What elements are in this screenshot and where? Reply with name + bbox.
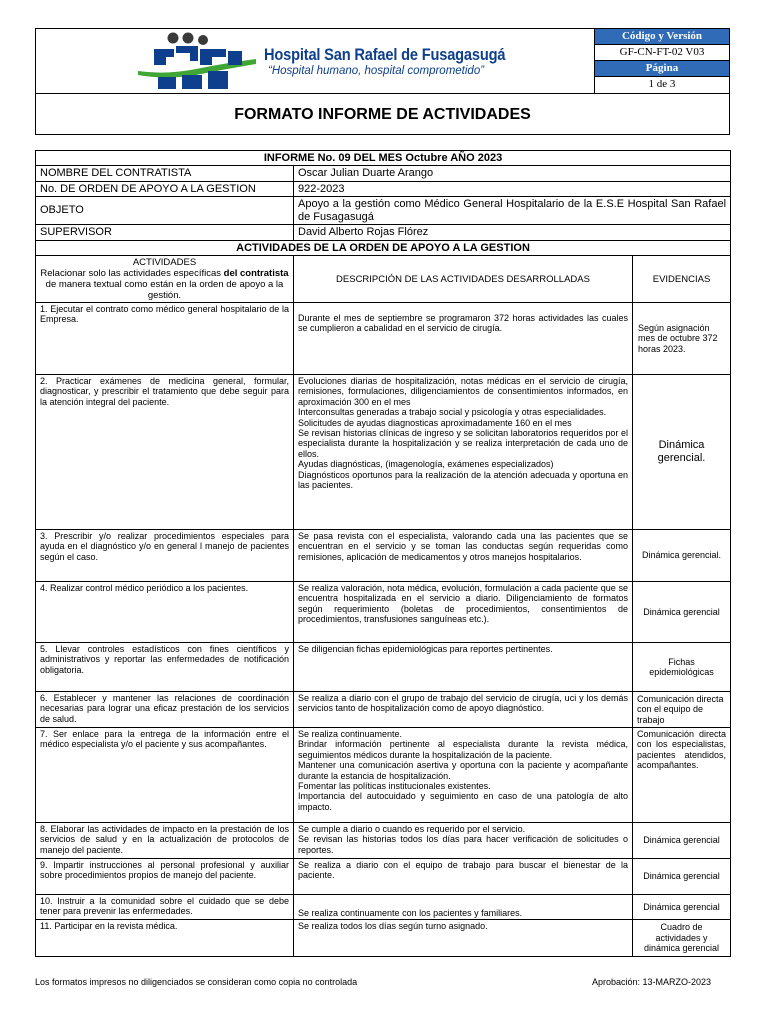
activity-cell: 9. Impartir instrucciones al personal profesional y auxiliar sobre procedimientos propios de manejo del paciente.	[36, 859, 294, 895]
evidence-cell: Dinámica gerencial	[633, 895, 731, 920]
table-row	[36, 643, 731, 692]
activities-column-subtitle: Relacionar solo las actividades específicas del contratista de manera textual como están en la orden de apoyo a la gestión.	[40, 268, 289, 301]
activity-cell: 7. Ser enlace para la entrega de la información entre el médico especialista y/o el paciente y sus acompañantes.	[36, 728, 294, 823]
description-cell: Durante el mes de septiembre se programaron 372 horas actividades las cuales se cumplieron a cabalidad en el servicio de cirugía.	[294, 303, 633, 375]
table-row	[36, 582, 731, 643]
description-cell: Se realiza valoración, nota médica, evolución, formulación a cada paciente que se encuentra hospitalizada en el servicio a diario. Diligenciamiento de formatos según requerimiento (boletas de procedimientos, consentimientos de procedimientos, transfusiones sanguíneas etc.).	[294, 582, 633, 643]
description-cell: Se diligencian fichas epidemiológicas para reportes pertinentes.	[294, 643, 633, 692]
table-row	[36, 375, 731, 530]
section-title-row	[36, 240, 731, 256]
section-title: ACTIVIDADES DE LA ORDEN DE APOYO A LA GESTION	[36, 240, 731, 256]
activity-cell: 3. Prescribir y/o realizar procedimientos especiales para ayuda en el diagnóstico y/o en general l manejo de pacientes según el caso.	[36, 530, 294, 582]
activity-cell: 11. Participar en la revista médica.	[36, 920, 294, 957]
description-line: Importancia del autocuidado y seguimiento en caso de una patología de alto impacto.	[298, 791, 628, 812]
activities-report-table	[35, 150, 731, 957]
description-line: Se cumple a diario o cuando es requerido por el servicio.	[298, 824, 526, 834]
table-row	[36, 692, 731, 728]
description-cell: Se realiza a diario con el equipo de trabajo para buscar el bienestar de la paciente.	[294, 859, 633, 895]
order-label: No. DE ORDEN DE APOYO A LA GESTION	[36, 181, 294, 197]
evidence-cell: Fichas epidemiológicas	[633, 643, 731, 692]
description-cell: Se realiza continuamente con los pacientes y familiares.	[294, 895, 633, 920]
report-title: INFORME No. 09 DEL MES Octubre AÑO 2023	[36, 151, 731, 166]
description-cell	[294, 823, 633, 859]
header-top-row	[36, 29, 729, 94]
description-column-header: DESCRIPCIÓN DE LAS ACTIVIDADES DESARROLLADAS	[294, 256, 633, 303]
evidence-column-header: EVIDENCIAS	[633, 256, 731, 303]
description-line: Se revisan las historias todos los días para hacer verificación de solicitudes o reportes.	[298, 834, 628, 855]
object-label: OBJETO	[36, 197, 294, 225]
description-cell	[294, 375, 633, 530]
evidence-cell: Dinámica gerencial	[633, 823, 731, 859]
contractor-label: NOMBRE DEL CONTRATISTA	[36, 166, 294, 182]
activity-cell: 2. Practicar exámenes de medicina general, formular, diagnosticar, y prescribir el tratamiento que debe seguir para la atención integral del paciente.	[36, 375, 294, 530]
description-line: Fomentar las políticas institucionales existentes.	[298, 781, 491, 792]
table-row	[36, 303, 731, 375]
description-line: Evoluciones diarias de hospitalización, notas médicas en el servicio de cirugía, remisiones, formulaciones, diligenciamientos de consentimientos informados, en aproximación 300 en el mes	[298, 376, 628, 407]
activity-cell: 4. Realizar control médico periódico a los pacientes.	[36, 582, 294, 643]
table-row	[36, 728, 731, 823]
activity-cell: 5. Llevar controles estadísticos con fines científicos y administrativos y reportar las enfermedades de notificación obligatoria.	[36, 643, 294, 692]
code-label: Código y Versión	[595, 29, 729, 45]
activity-cell: 10. Instruir a la comunidad sobre el cuidado que se debe tener para prevenir las enfermedades.	[36, 895, 294, 920]
column-headers-row	[36, 256, 731, 303]
object-row	[36, 197, 731, 225]
order-value: 922-2023	[294, 181, 731, 197]
activity-cell: 8. Elaborar las actividades de impacto en la prestación de los servicios de salud y en la actualización de protocolos de manejo del paciente.	[36, 823, 294, 859]
table-row	[36, 895, 731, 920]
evidence-cell: Dinámica gerencial.	[633, 375, 731, 530]
hospital-name: Hospital San Rafael de Fusagasugá	[264, 45, 506, 64]
hospital-slogan: “Hospital humano, hospital comprometido”	[268, 65, 485, 77]
hospital-logo-icon	[136, 31, 262, 91]
supervisor-row	[36, 225, 731, 241]
hospital-logo	[136, 31, 596, 91]
evidence-cell: Dinámica gerencial	[633, 859, 731, 895]
supervisor-label: SUPERVISOR	[36, 225, 294, 241]
activity-cell: 1. Ejecutar el contrato como médico general hospitalario de la Empresa.	[36, 303, 294, 375]
contractor-value: Oscar Julian Duarte Arango	[294, 166, 731, 182]
description-line: Mantener una comunicación asertiva y oportuna con la paciente y acompañante durante la estancia de hospitalización.	[298, 760, 628, 781]
evidence-cell: Comunicación directa con el equipo de trabajo	[633, 692, 731, 728]
object-value: Apoyo a la gestión como Médico General Hospitalario de la E.S.E Hospital San Rafael de Fusagasugá	[294, 197, 731, 225]
report-title-row	[36, 151, 731, 166]
table-row	[36, 823, 731, 859]
description-cell	[294, 728, 633, 823]
page-label: Página	[595, 61, 729, 77]
table-row	[36, 859, 731, 895]
supervisor-value: David Alberto Rojas Flórez	[294, 225, 731, 241]
activities-column-header	[36, 256, 294, 303]
description-line: Diagnósticos oportunos para la realización de la atención adecuada y oportuna en las pacientes.	[298, 469, 628, 491]
evidence-cell: Dinámica gerencial	[633, 582, 731, 643]
description-cell: Se realiza todos los días según turno asignado.	[294, 920, 633, 957]
table-row	[36, 530, 731, 582]
page-value: 1 de 3	[648, 78, 676, 90]
footer-approval: Aprobación: 13-MARZO-2023	[591, 977, 711, 987]
table-row	[36, 920, 731, 957]
activities-column-title: ACTIVIDADES	[132, 257, 197, 268]
evidence-cell: Comunicación directa con los especialistas, pacientes atendidos, acompañantes.	[633, 728, 731, 823]
footer-copy-note: Los formatos impresos no diligenciados se consideran como copia no controlada	[35, 977, 358, 987]
activity-cell: 6. Establecer y mantener las relaciones de coordinación necesarias para lograr una eficaz prestación de los servicios de salud.	[36, 692, 294, 728]
code-value: GF-CN-FT-02 V03	[595, 45, 729, 61]
description-line: Se realiza continuamente.	[298, 729, 403, 739]
description-cell: Se pasa revista con el especialista, valorando cada una las pacientes que se encuentran en el servicio y se toman las conductas según requeridas como remisiones, aplicación de medicamentos y otros manejos hospitalarios.	[294, 530, 633, 582]
description-line: Brindar información pertinente al especialista durante la revista médica, seguimientos médicos durante la hospitalización de la paciente.	[298, 739, 628, 760]
contractor-row	[36, 166, 731, 182]
document-title: FORMATO INFORME DE ACTIVIDADES	[234, 106, 531, 123]
document-header	[35, 28, 730, 135]
description-line: Se revisan historias clínicas de ingreso y se solicitan laboratorios requeridos por el especialista durante la hospitalización y se realiza interpretación de cada uno de ellos.	[298, 428, 628, 459]
description-line: Interconsultas generadas a trabajo social y psicología y otras especialidades.	[298, 407, 607, 418]
evidence-cell: Dinámica gerencial.	[633, 530, 731, 582]
description-cell: Se realiza a diario con el grupo de trabajo del servicio de cirugía, uci y los demás servicios tanto de hospitalización como de apoyo diagnóstico.	[294, 692, 633, 728]
description-line: Solicitudes de ayudas diagnosticas aproximadamente 160 en el mes	[298, 417, 572, 428]
evidence-cell: Según asignación mes de octubre 372 horas 2023.	[633, 303, 731, 375]
order-row	[36, 181, 731, 197]
evidence-cell: Cuadro de actividades y dinámica gerencial	[633, 920, 731, 957]
description-line: Ayudas diagnósticas, (imagenología, exámenes especializados)	[298, 459, 554, 470]
document-code-box	[594, 29, 729, 94]
